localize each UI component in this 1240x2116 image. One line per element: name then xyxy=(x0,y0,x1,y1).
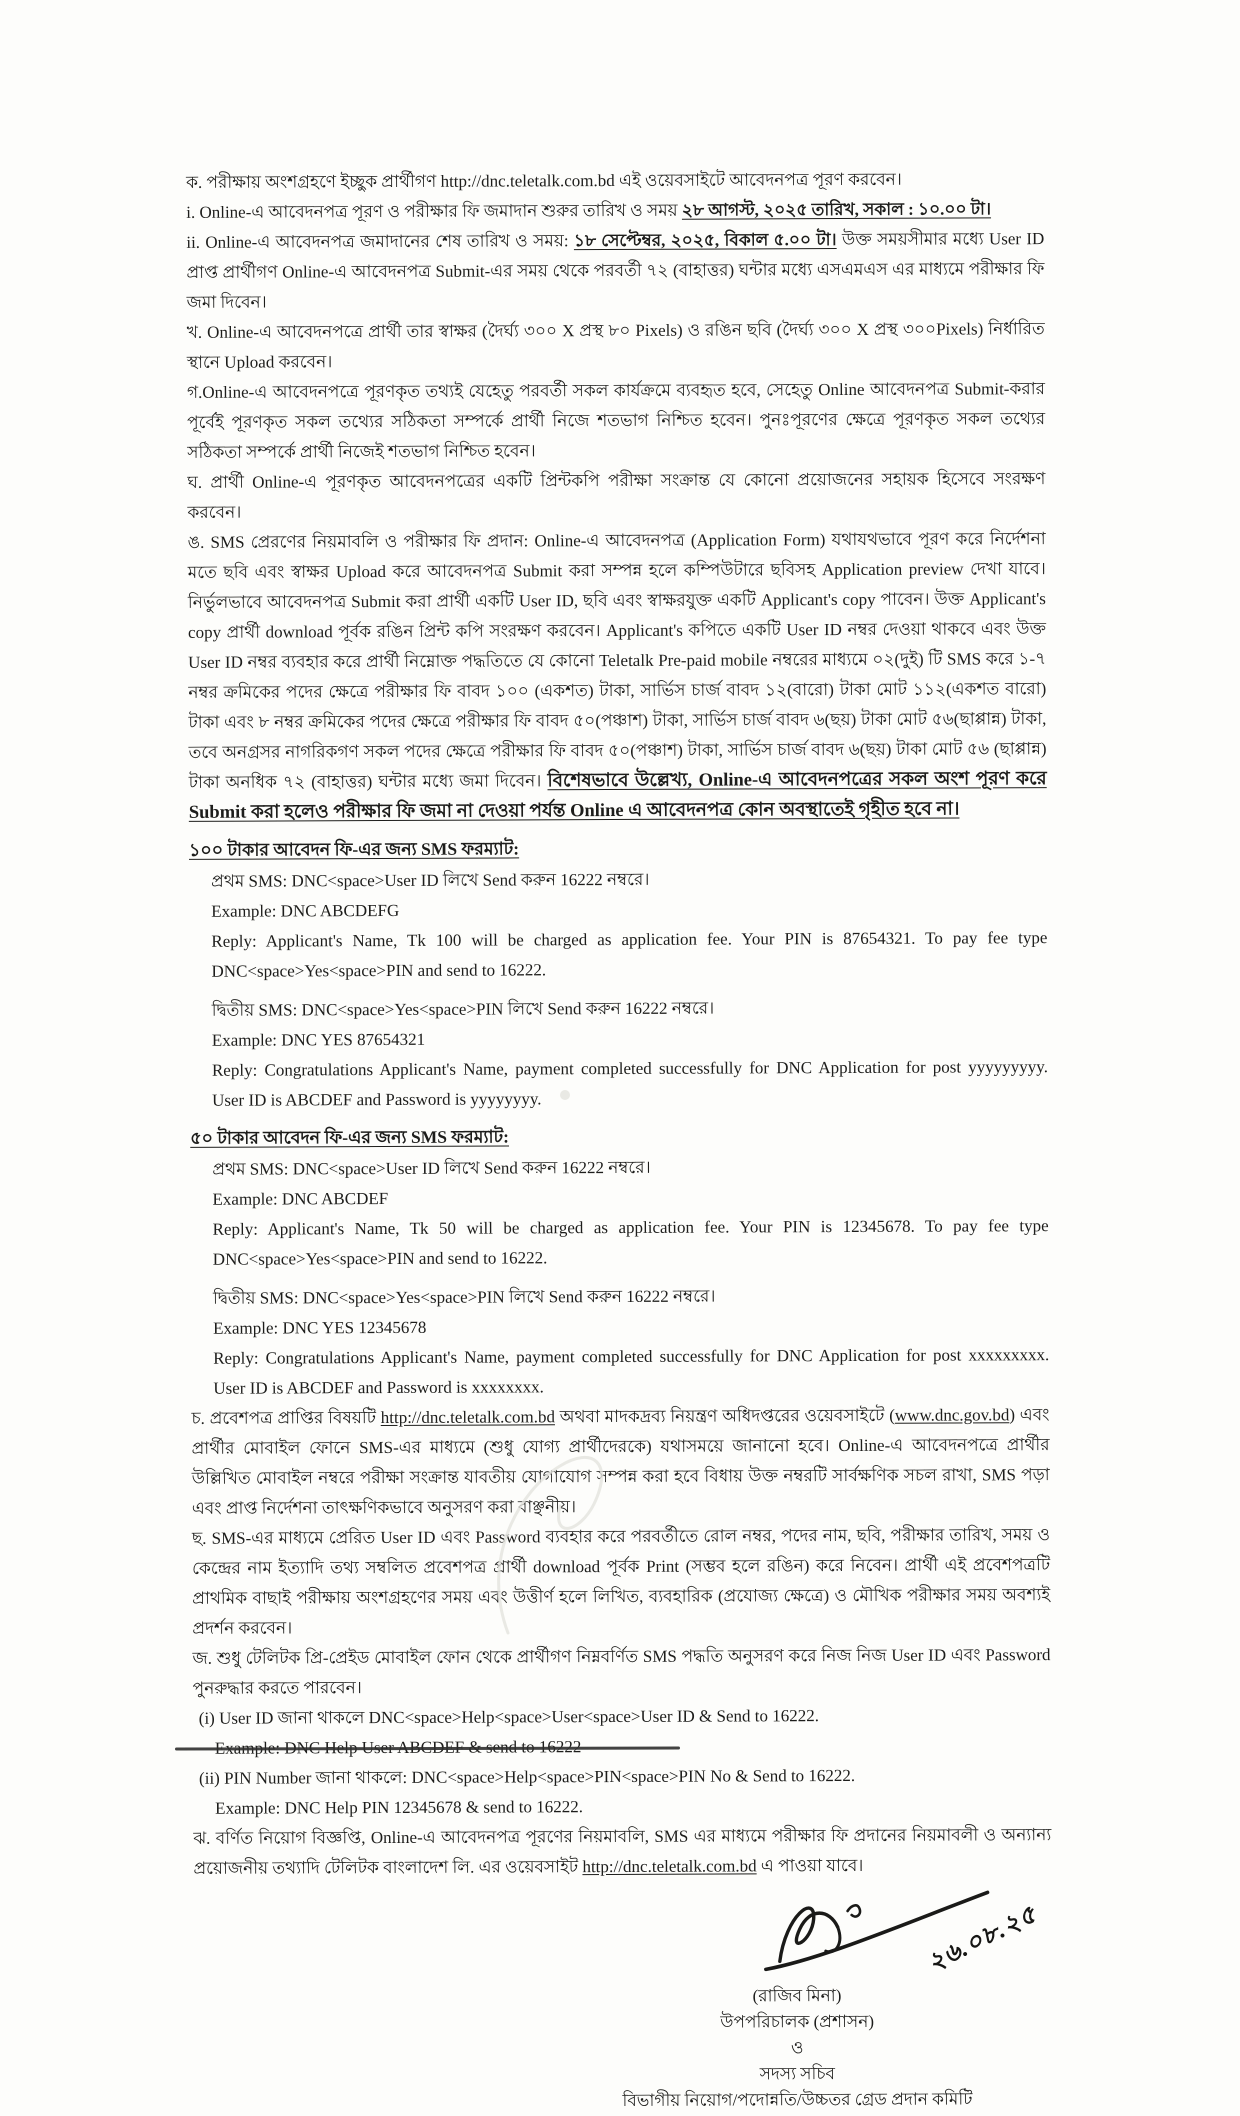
para-jha-website-info xyxy=(193,1820,1051,1884)
para-online-end xyxy=(186,224,1044,318)
teletalk-url-link-2: http://dnc.teletalk.com.bd xyxy=(582,1856,757,1877)
admit-card-text-1: চ. প্রবেশপত্র প্রাপ্তির বিষয়টি xyxy=(191,1408,381,1428)
signatory-committee: বিভাগীয় নিয়োগ/পদোন্নতি/উচ্চতর গ্রেড প্রদান কমিটি xyxy=(622,2089,973,2110)
para-ja-recovery: জ. শুধু টেলিটক প্রি-প্রেইড মোবাইল ফোন থেকে প্রার্থীগণ নিম্নবর্ণিত SMS পদ্ধতি অনুসরণ করে নিজ নিজ User ID এবং Password পুনরুদ্ধার করতে পারবেন। xyxy=(192,1645,1051,1698)
help-pin-example: Example: DNC Help PIN 12345678 & send to 16222. xyxy=(215,1797,584,1818)
sms50-second-sms: দ্বিতীয় SMS: DNC<space>Yes<space>PIN লিখে Send করুন 16222 নম্বরে। xyxy=(212,1286,716,1308)
para-gha-printcopy: ঘ. প্রার্থী Online-এ পূরণকৃত আবেদনপত্রের একটি প্রিন্টকপি পরীক্ষা সংক্রান্ত যে কোনো প্রয়োজনের সহায়ক হিসেবে সংরক্ষণ করবেন। xyxy=(187,469,1046,522)
help-pin-line: (ii) PIN Number জানা থাকলে: DNC<space>Help<space>PIN<space>PIN No & Send to 16222. xyxy=(198,1765,856,1788)
sms50-reply-1: Reply: Applicant's Name, Tk 50 will be charged as application fee. Your PIN is 12345678. To pay fee type DNC<space>Yes<space>PIN and send to 16222. xyxy=(212,1216,1049,1269)
signature-conjunction: ও xyxy=(790,2038,804,2058)
signature-block xyxy=(562,1886,1042,2114)
special-note: বিশেষভাবে উল্লেখ্য, Online-এ আবেদনপত্রের সকল অংশ পূরণ করে Submit করা হলেও পরীক্ষার ফি জমা না দেওয়া পর্যন্ত Online এ আবেদনপত্র কোন অবস্থাতেই গৃহীত হবে না। xyxy=(188,769,1047,823)
admit-card-text-3: ) এবং প্রার্থীর মোবাইল ফোনে SMS-এর মাধ্যমে (শুধু যোগ্য প্রার্থীদেরকে) যথাসময়ে জানানো হবে। Online-এ আবেদনপত্রে প্রার্থীর উল্লিখিত মোবাইল নম্বরে পরীক্ষা সংক্রান্ত যাবতীয় যোগাযোগ সম্পন্ন করা হবে বিধায় উক্ত নম্বরটি সার্বক্ষণিক সচল রাখা, SMS পড়া এবং প্রাপ্ত নির্দেশনা তাৎক্ষণিকভাবে অনুসরণ করা বাঞ্ছনীয়। xyxy=(191,1405,1050,1518)
website-info-text-1: ঝ. বর্ণিত নিয়োগ বিজ্ঞপ্তি, Online-এ আবেদনপত্র পূরণের নিয়মাবলি, SMS এর মাধ্যমে পরীক্ষার ফি প্রদানের নিয়মাবলী ও অন্যান্য প্রয়োজনীয় তথ্যাদি টেলিটক বাংলাদেশ লি. এর ওয়েবসাইট xyxy=(193,1825,1052,1878)
scan-smudge-artifact xyxy=(560,1090,570,1100)
sms50-reply-2: Reply: Congratulations Applicant's Name, payment completed successfully for DNC Application for post xxxxxxxxx. User ID is ABCDEF and Password is xxxxxxxx. xyxy=(213,1345,1050,1398)
teletalk-url-link: http://dnc.teletalk.com.bd xyxy=(380,1407,555,1428)
help-userid-line: (i) User ID জানা থাকলে DNC<space>Help<space>User<space>User ID & Send to 16222. xyxy=(198,1706,819,1728)
para-ga-accuracy: গ.Online-এ আবেদনপত্রে পূরণকৃত তথ্যই যেহেতু পরবর্তী সকল কার্যক্রমে ব্যবহৃত হবে, সেহেতু Online আবেদনপত্র Submit-করার পূর্বেই পূরণকৃত সকল তথ্যের সঠিকতা সম্পর্কে প্রার্থী নিজে শতভাগ নিশ্চিত হবেন। পুনঃপূরণের ক্ষেত্রে পূরণকৃত সকল তথ্যের সঠিকতা সম্পর্কে প্রার্থী নিজেই শতভাগ নিশ্চিত হবেন। xyxy=(186,379,1046,462)
start-date-label: i. Online-এ আবেদনপত্র পূরণ ও পরীক্ষার ফি জমাদান শুরুর তারিখ ও সময় xyxy=(186,200,682,222)
end-date-value: ১৮ সেপ্টেম্বর, ২০২৫, বিকাল ৫.০০ টা। xyxy=(573,230,837,251)
sms50-first-sms: প্রথম SMS: DNC<space>User ID লিখে Send করুন 16222 নম্বরে। xyxy=(212,1157,651,1179)
document-body xyxy=(186,164,1052,2116)
signatory-role: সদস্য সচিব xyxy=(759,2064,836,2084)
para-ungo-sms-rules xyxy=(188,524,1047,828)
sms50-example-1: Example: DNC ABCDEF xyxy=(212,1188,389,1209)
para-kha-upload: খ. Online-এ আবেদনপত্রে প্রার্থী তার স্বাক্ষর (দৈর্ঘ্য ৩০০ X প্রস্থ ৮০ Pixels) ও রঙিন ছবি (দৈর্ঘ্য ৩০০ X প্রস্থ ৩০০Pixels) নির্ধারিত স্থানে Upload করবেন। xyxy=(186,319,1045,372)
sms50-example-2: Example: DNC YES 12345678 xyxy=(213,1317,427,1338)
admit-card-text-2: অথবা মাদকদ্রব্য নিয়ন্ত্রণ অধিদপ্তরের ওয়েবসাইটে ( xyxy=(554,1405,895,1427)
website-info-text-2: এ পাওয়া যাবে। xyxy=(756,1855,864,1876)
scan-crease-artifact xyxy=(468,1418,678,1648)
sms100-example-1: Example: DNC ABCDEFG xyxy=(211,900,400,921)
sms100-example-2: Example: DNC YES 87654321 xyxy=(211,1029,426,1050)
para-ka: ক. পরীক্ষায় অংশগ্রহণে ইচ্ছুক প্রার্থীগণ http://dnc.teletalk.com.bd এই ওয়েবসাইটে আবেদনপত্র পূরণ করবেন। xyxy=(186,169,902,192)
sms-rules-text: ঙ. SMS প্রেরণের নিয়মাবলি ও পরীক্ষার ফি প্রদান: Online-এ আবেদনপত্র (Application Form) যথাযথভাবে পূরণ করে নির্দেশনা মতে ছবি এবং স্বাক্ষর Upload করে আবেদনপত্র Submit করা সম্পন্ন হলে কম্পিউটারে ছবিসহ Application preview দেখা যাবে। নির্ভুলভাবে আবেদনপত্র Submit করা প্রার্থী একটি User ID, ছবি এবং স্বাক্ষরযুক্ত একটি Applicant's copy পাবেন। উক্ত Applicant's copy প্রার্থী download পূর্বক রঙিন প্রিন্ট কপি সংরক্ষণ করবেন। Applicant's কপিতে একটি User ID নম্বর দেওয়া থাকবে এবং উক্ত User ID নম্বর ব্যবহার করে প্রার্থী নিম্নোক্ত পদ্ধতিতে যে কোনো Teletalk Pre-paid mobile নম্বরের মাধ্যমে ০২(দুই) টি SMS করে ১-৭ নম্বর ক্রমিকের পদের ক্ষেত্রে পরীক্ষার ফি বাবদ ১০০ (একশত) টাকা, সার্ভিস চার্জ বাবদ ১২(বারো) টাকা মোট ১১২(একশত বারো) টাকা এবং ৮ নম্বর ক্রমিকের পদের ক্ষেত্রে পরীক্ষার ফি বাবদ ৫০(পঞ্চাশ) টাকা, সার্ভিস চার্জ বাবদ ৬(ছয়) টাকা মোট ৫৬(ছাপ্পান্ন) টাকা, তবে অনগ্রসর নাগরিকগণ সকল পদের ক্ষেত্রে পরীক্ষার ফি বাবদ ৫০(পঞ্চাশ) টাকা, সার্ভিস চার্জ বাবদ ৬(ছয়) টাকা মোট ৫৬ (ছাপ্পান্ন) টাকা অনধিক ৭২ (বাহাত্তর) ঘন্টার মধ্যে জমা দিবেন। xyxy=(187,529,1047,792)
start-date-value: ২৮ আগস্ট, ২০২৫ তারিখ, সকাল : ১০.০০ টা। xyxy=(681,199,992,220)
signature-date: ২৬.০৮.২৫ xyxy=(923,1900,1042,1978)
sms100-first-sms: প্রথম SMS: DNC<space>User ID লিখে Send করুন 16222 নম্বরে। xyxy=(211,869,650,891)
end-date-label: ii. Online-এ আবেদনপত্র জমাদানের শেষ তারিখ ও সময়: xyxy=(186,231,574,252)
sms100-reply-1: Reply: Applicant's Name, Tk 100 will be charged as application fee. Your PIN is 87654321. To pay fee type DNC<space>Yes<space>PIN and send to 16222. xyxy=(211,928,1048,981)
dnc-gov-url-link: www.dnc.gov.bd xyxy=(894,1405,1010,1425)
sms-format-50-heading: ৫০ টাকার আবেদন ফি-এর জন্য SMS ফরম্যাট: xyxy=(190,1126,510,1148)
para-chha-download-print: ছ. SMS-এর মাধ্যমে প্রেরিত User ID এবং Password ব্যবহার করে পরবর্তীতে রোল নম্বর, পদের নাম, ছবি, পরীক্ষার তারিখ, সময় ও কেন্দ্রের নাম ইত্যাদি তথ্য সম্বলিত প্রবেশপত্র প্রার্থী download পূর্বক Print (সম্ভব হলে রঙিন) করে নিবেন। প্রার্থী এই প্রবেশপত্রটি প্রাথমিক বাছাই পরীক্ষায় অংশগ্রহণের সময় এবং উত্তীর্ণ হলে লিখিত, ব্যবহারিক (প্রযোজ্য ক্ষেত্রে) ও মৌখিক পরীক্ষার সময় অবশ্যই প্রদর্শন করবেন। xyxy=(191,1525,1051,1638)
signatory-designation: উপপরিচালক (প্রশাসন) xyxy=(720,2011,875,2032)
para-online-start xyxy=(186,194,1044,228)
sms-format-100-heading: ১০০ টাকার আবেদন ফি-এর জন্য SMS ফরম্যাট: xyxy=(188,838,520,860)
end-date-followup: উক্ত সময়সীমার মধ্যে User ID প্রাপ্ত প্রার্থীগণ Online-এ আবেদনপত্র Submit-এর সময় থেকে পরবর্তী ৭২ (বাহাত্তর) ঘন্টার মধ্যে এসএমএস এর মাধ্যমে পরীক্ষার ফি জমা দিবেন। xyxy=(186,229,1045,312)
signatory-name: (রাজিব মিনা) xyxy=(752,1986,842,2006)
sms100-reply-2: Reply: Congratulations Applicant's Name, payment completed successfully for DNC Application for post yyyyyyyyy. User ID is ABCDEF and Password is yyyyyyyy. xyxy=(211,1057,1048,1110)
sms100-second-sms: দ্বিতীয় SMS: DNC<space>Yes<space>PIN লিখে Send করুন 16222 নম্বরে। xyxy=(211,998,715,1020)
